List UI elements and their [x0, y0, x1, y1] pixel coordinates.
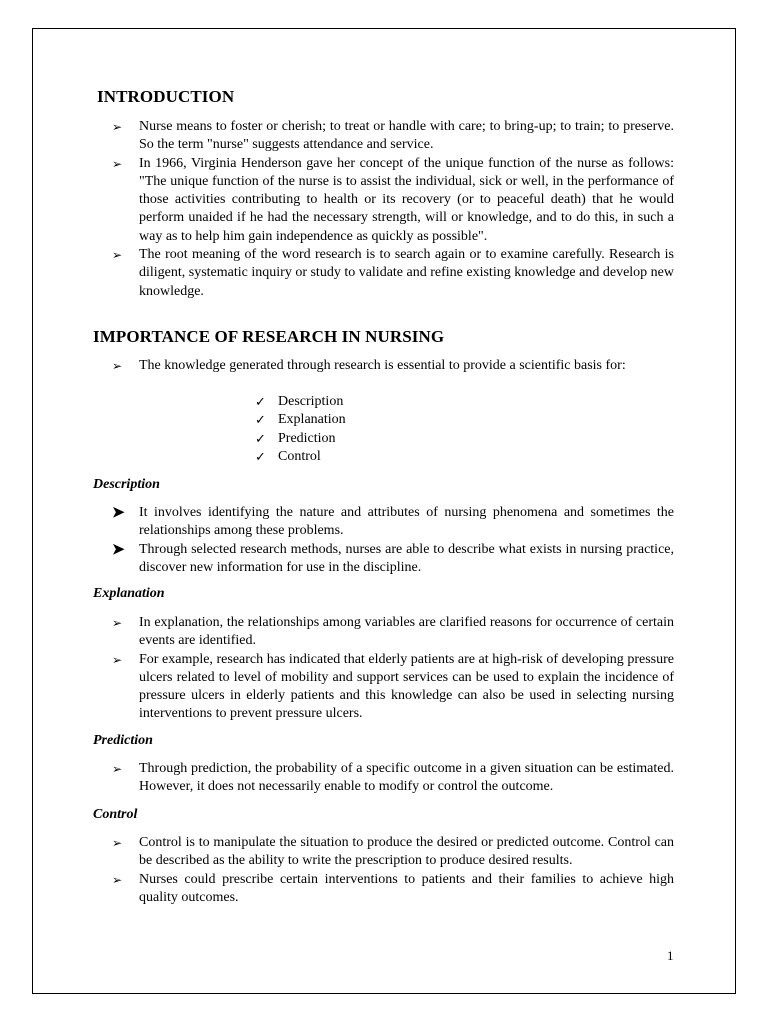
list-item: ➢ In 1966, Virginia Henderson gave her concept of the unique function of the nurse as follows: "The unique function of the nurse is to assist the individual, sick or well, in the performance of those activities contributing to health or its recovery (or to peaceful death) that he would perform unaided if he had the necessary strength, will or knowledge, and to do this, in such a way as to help him gain independence as quickly as possible".	[112, 155, 674, 244]
list-item: ➢ Through prediction, the probability of a specific outcome in a given situation can be estimated. However, it does not necessarily enable to modify or control the outcome.	[112, 761, 674, 795]
prediction-heading: Prediction	[93, 733, 153, 748]
arrow-bullet-icon: ➢	[112, 359, 123, 373]
arrow-bullet-icon: ➢	[112, 652, 123, 667]
list-item: ➢ For example, research has indicated that elderly patients are at high-risk of developing pressure ulcers related to level of mobility and support services can be used to explain the incidence of pressure ulcers in elderly patients and this knowledge can also be used in selecting nursing interventions to prevent pressure ulcers.	[112, 651, 674, 722]
introduction-list	[112, 118, 674, 301]
list-item: ➢ Control is to manipulate the situation to produce the desired or predicted outcome. Control can be described as the ability to write the prescription to produce desired results.	[112, 835, 674, 869]
arrow-bullet-icon: ➢	[112, 616, 123, 630]
arrow-bullet-icon: ➤	[112, 541, 125, 558]
check-icon: ✓	[255, 394, 266, 409]
check-item: ✓ Explanation	[255, 411, 346, 429]
explanation-heading: Explanation	[93, 586, 165, 601]
list-item: ➢ Nurses could prescribe certain interventions to patients and their families to achieve high quality outcomes.	[112, 871, 674, 905]
explanation-list	[112, 614, 674, 724]
arrow-bullet-icon: ➢	[112, 762, 123, 776]
arrow-bullet-icon: ➢	[112, 248, 123, 263]
arrow-bullet-icon: ➢	[112, 156, 123, 171]
control-heading: Control	[93, 807, 138, 822]
check-item: ✓ Control	[255, 448, 346, 466]
check-icon: ✓	[255, 430, 266, 446]
importance-list	[112, 357, 674, 375]
description-heading: Description	[93, 477, 160, 492]
description-list	[112, 504, 674, 577]
list-item: ➢ In explanation, the relationships among variables are clarified reasons for occurrence of certain events are identified.	[112, 615, 674, 649]
list-item: ➢ The root meaning of the word research is to search again or to examine carefully. Research is diligent, systematic inquiry or study to validate and refine existing knowledge and develop new knowledge.	[112, 247, 674, 299]
importance-heading: IMPORTANCE OF RESEARCH IN NURSING	[93, 327, 445, 346]
list-item: ➢ Nurse means to foster or cherish; to treat or handle with care; to bring-up; to train; to preserve. So the term "nurse" suggests attendance and service.	[112, 119, 674, 153]
control-list	[112, 834, 674, 907]
check-icon: ✓	[255, 412, 266, 428]
check-icon: ✓	[255, 448, 266, 464]
arrow-bullet-icon: ➢	[112, 836, 123, 850]
importance-checklist	[255, 393, 346, 466]
list-item: ➢ The knowledge generated through research is essential to provide a scientific basis for:	[112, 357, 674, 375]
check-item: ✓ Prediction	[255, 430, 346, 448]
arrow-bullet-icon: ➢	[112, 872, 123, 887]
arrow-bullet-icon: ➤	[112, 505, 125, 521]
introduction-heading: INTRODUCTION	[97, 87, 235, 106]
check-item: ✓ Description	[255, 393, 346, 411]
page-number: 1	[667, 948, 674, 963]
prediction-list	[112, 760, 674, 797]
list-item: ➤ It involves identifying the nature and attributes of nursing phenomena and sometimes the relationships among these problems.	[112, 505, 674, 539]
arrow-bullet-icon: ➢	[112, 120, 123, 134]
list-item: ➤ Through selected research methods, nurses are able to describe what exists in nursing practice, discover new information for use in the discipline.	[112, 541, 674, 575]
